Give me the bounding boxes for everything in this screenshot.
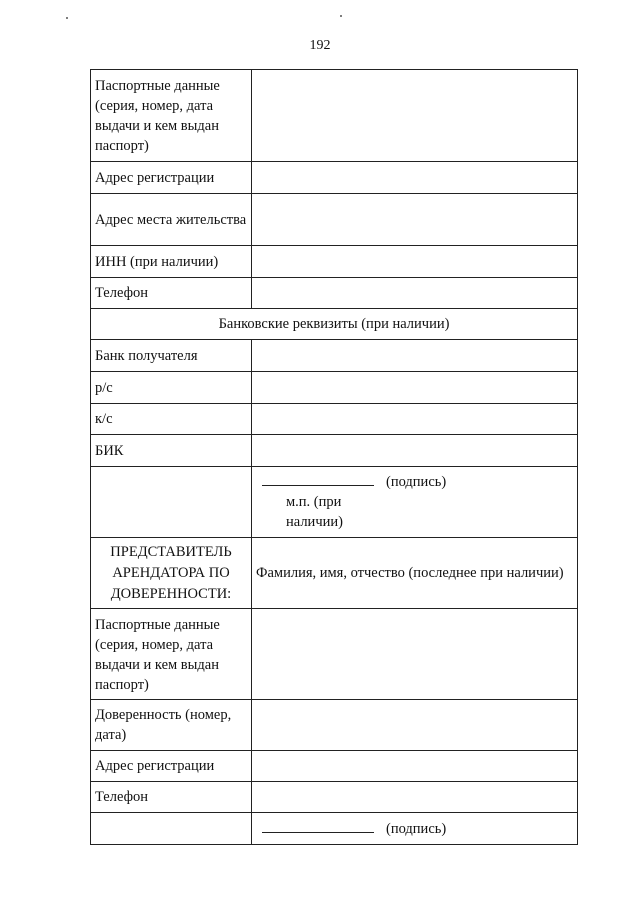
reg-address-label: Адрес регистрации [91,162,252,194]
power-of-attorney-field[interactable] [252,700,578,751]
signature-label: (подпись) [386,820,447,837]
signature-label: (подпись) [386,474,447,490]
passport-field[interactable] [252,70,578,162]
live-address-field[interactable] [252,194,578,246]
rs-label: р/с [91,372,252,404]
representative-title: ПРЕДСТАВИТЕЛЬ АРЕНДАТОРА ПО ДОВЕРЕННОСТИ: [91,538,252,609]
reg-address-field[interactable] [252,162,578,194]
inn-label: ИНН (при наличии) [91,246,252,278]
fio-label: Фамилия, имя, отчество (последнее при наличии) [252,538,578,609]
live-address-label: Адрес места жительства [91,194,252,246]
table-row [91,70,578,162]
rep-reg-address-field[interactable] [252,751,578,782]
table-row [91,340,578,372]
table-row [91,813,578,845]
signature-cell [252,467,578,538]
bank-name-label: Банк получателя [91,340,252,372]
rs-field[interactable] [252,372,578,404]
stamp-label: м.п. (при наличии) [286,494,343,530]
table-row [91,467,578,538]
page-number: 192 [309,38,331,53]
ks-field[interactable] [252,404,578,435]
table-row [91,751,578,782]
table-row [91,538,578,609]
form-table [90,69,578,845]
table-row [91,700,578,751]
rep-phone-label: Телефон [91,782,252,813]
bank-name-field[interactable] [252,340,578,372]
table-row [91,194,578,246]
table-row [91,162,578,194]
table-row [91,404,578,435]
scan-speck [340,15,342,17]
bank-details-header: Банковские реквизиты (при наличии) [91,309,578,340]
table-row [91,435,578,467]
table-row [91,309,578,340]
bik-label: БИК [91,435,252,467]
phone-field[interactable] [252,278,578,309]
empty-cell [91,467,252,538]
signature-line[interactable] [262,473,374,486]
rep-reg-address-label: Адрес регистрации [91,751,252,782]
rep-signature-cell [252,813,578,845]
signature-line[interactable] [262,820,374,833]
table-row [91,372,578,404]
phone-label: Телефон [91,278,252,309]
bik-field[interactable] [252,435,578,467]
table-row [91,246,578,278]
table-row [91,609,578,700]
rep-passport-field[interactable] [252,609,578,700]
rep-phone-field[interactable] [252,782,578,813]
inn-field[interactable] [252,246,578,278]
rep-passport-label: Паспортные данные (серия, номер, дата выдачи и кем выдан паспорт) [91,609,252,700]
table-row [91,782,578,813]
power-of-attorney-label: Доверенность (номер, дата) [91,700,252,751]
passport-label: Паспортные данные (серия, номер, дата выдачи и кем выдан паспорт) [91,70,252,162]
scan-speck [66,17,68,19]
table-row [91,278,578,309]
empty-cell [91,813,252,845]
ks-label: к/с [91,404,252,435]
